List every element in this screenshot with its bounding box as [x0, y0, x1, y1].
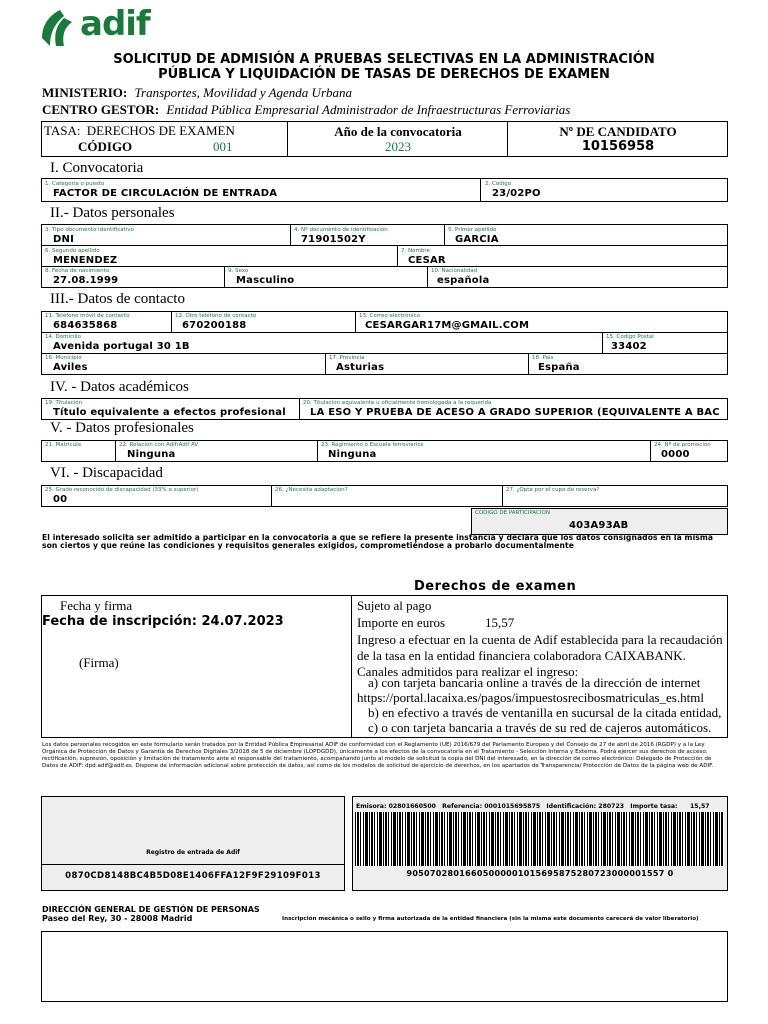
- f6-label: 6. Segundo apellido: [45, 248, 100, 254]
- f4-value: 71901502Y: [301, 234, 366, 245]
- fecha-inscripcion: Fecha de inscripción: 24.07.2023: [42, 614, 284, 629]
- codigo-value: 001: [213, 139, 233, 154]
- ministerio-label: MINISTERIO:: [42, 85, 128, 100]
- contacto-vline-2: [355, 311, 356, 332]
- personales-box: [41, 224, 728, 288]
- f3-value: DNI: [53, 234, 74, 245]
- section-datos-personales: II.- Datos personales: [50, 205, 175, 221]
- f23-label: 23. Regimiento o Escuela ferroviarios: [321, 442, 424, 448]
- f24-label: 24. Nº de promoción: [654, 442, 711, 448]
- f24-value: 0000: [661, 449, 690, 460]
- convocatoria-divider: [480, 178, 481, 202]
- direccion-line2: Paseo del Rey, 30 - 28008 Madrid: [42, 914, 193, 923]
- referencia-value: 0001015695875: [484, 803, 541, 810]
- f27-label: 27. ¿Opta por el cupo de reserva?: [506, 487, 600, 493]
- option-c: c) o con tarjeta bancaria a través de su red de cajeros automáticos.: [368, 720, 712, 735]
- f16-label: 16. Municipio: [45, 355, 82, 361]
- tasa-label: [44, 123, 235, 139]
- personales-vline-2: [444, 224, 445, 245]
- registro-label: Registro de entrada de Adif: [146, 849, 240, 856]
- section-datos-profesionales: V. - Datos profesionales: [50, 420, 194, 436]
- derechos-title: Derechos de examen: [414, 579, 577, 594]
- f10-label: 10. Nacionalidad: [431, 268, 478, 274]
- importe-value: 15,57: [485, 615, 515, 630]
- inscripcion-note: Inscripción mecánica o sello y firma autorizada de la entidad financiera (sin la misma este documento carecerá de valor liberatorio): [282, 916, 699, 922]
- profesionales-vline-3: [650, 440, 651, 462]
- stamp-box: [41, 931, 728, 1002]
- f19-label: 19. Titulación: [45, 400, 83, 406]
- centro-value: Entidad Pública Empresarial Administrador de Infraestructuras Ferroviarias: [166, 102, 571, 117]
- f2-label: 2. Código: [485, 181, 512, 187]
- option-a: a) con tarjeta bancaria online a través de la dirección de internet: [368, 675, 701, 690]
- f15-label: 15. Código Postal: [606, 334, 654, 340]
- tasa-label-text: TASA:: [44, 123, 81, 138]
- f5-label: 5. Primer apellido: [448, 227, 497, 233]
- f18-value: España: [538, 362, 580, 373]
- contacto-hline-1: [41, 332, 728, 333]
- f7-value: CESAR: [408, 255, 446, 266]
- f19-value: Título equivalente a efectos profesional: [53, 407, 286, 418]
- declaration-text: El interesado solicita ser admitido a participar en la convocatoria a que se refiere la presente instancia y declara que los datos consignados en la misma son ciertos y que reúne las condiciones y requisitos generales exigidos, comprometiéndose a probarlo documentalmente: [42, 533, 714, 550]
- emisora-value: 02801660500: [388, 803, 436, 810]
- f8-label: 8. Fecha de nacimiento: [45, 268, 110, 274]
- ingreso-text: Ingreso a efectuar en la cuenta de Adif establecida para la recaudación de la tasa en la entidad financiera colaboradora CAIXABANK. Canales admitidos para realizar el ingreso:: [357, 632, 723, 679]
- firma-label: (Firma): [79, 655, 119, 670]
- contacto-hline-2: [41, 353, 728, 354]
- f5-value: GARCIA: [455, 234, 499, 245]
- fecha-firma-label: Fecha y firma: [60, 598, 133, 613]
- f1-value: FACTOR DE CIRCULACIÓN DE ENTRADA: [53, 188, 278, 199]
- contacto-vline-5: [528, 353, 529, 375]
- f25-value: 00: [53, 494, 68, 505]
- f21-label: 21. Matrícula: [45, 442, 81, 448]
- contacto-vline-4: [325, 353, 326, 375]
- discapacidad-vline-1: [271, 485, 272, 507]
- f9-label: 9. Sexo: [228, 268, 249, 274]
- personales-vline-5: [427, 266, 428, 288]
- f3-label: 3. Tipo documento identificativo: [45, 227, 134, 233]
- form-title-line1: SOLICITUD DE ADMISIÓN A PRUEBAS SELECTIVAS EN LA ADMINISTRACIÓN: [113, 52, 655, 67]
- f17-label: 17. Provincia: [329, 355, 365, 361]
- importe-tasa-value: 15,57: [690, 803, 710, 810]
- payment-info-row: [356, 803, 726, 810]
- profesionales-vline-2: [317, 440, 318, 462]
- f12-value: 670200188: [182, 320, 247, 331]
- f20-value: LA ESO Y PRUEBA DE ACESO A GRADO SUPERIOR (EQUIVALENTE A BAC: [310, 407, 720, 418]
- discapacidad-vline-2: [502, 485, 503, 507]
- f23-value: Ninguna: [328, 449, 377, 460]
- form-title-line2: PÚBLICA Y LIQUIDACIÓN DE TASAS DE DERECHOS DE EXAMEN: [158, 67, 610, 82]
- f6-value: MENENDEZ: [53, 255, 118, 266]
- codigo-label: CÓDIGO: [78, 139, 133, 154]
- f13-label: 13. Correo electrónico: [359, 313, 420, 319]
- identificacion-label: Identificación:: [546, 803, 597, 810]
- f16-value: Aviles: [53, 362, 88, 373]
- f2-value: 23/02PO: [492, 188, 541, 199]
- personales-hline-1: [41, 245, 728, 246]
- f11-label: 11. Teléfono móvil de contacto: [45, 313, 130, 319]
- adif-logo: [38, 4, 178, 50]
- barcode-number: 90507028016605000001015695875280723000001557 0: [406, 869, 674, 878]
- f10-value: española: [437, 275, 490, 286]
- form-title: [0, 52, 768, 82]
- importe-label: Importe en euros: [357, 615, 446, 630]
- referencia-label: Referencia:: [442, 803, 483, 810]
- f7-label: 7. Nombre: [401, 248, 430, 254]
- f20-label: 20. Titulación equivalente u oficialmente homologada a la requerida: [303, 400, 492, 406]
- f26-label: 26. ¿Necesita adaptación?: [275, 487, 348, 493]
- anio-label: Año de la convocatoria: [334, 124, 462, 139]
- direccion-line1: DIRECCIÓN GENERAL DE GESTIÓN DE PERSONAS: [42, 905, 260, 914]
- f8-value: 27.08.1999: [53, 275, 119, 286]
- personales-vline-1: [290, 224, 291, 245]
- f14-value: Avenida portugal 30 1B: [53, 341, 190, 352]
- section-datos-contacto: III.- Datos de contacto: [50, 291, 185, 307]
- contacto-vline-3: [602, 332, 603, 353]
- personales-hline-2: [41, 266, 728, 267]
- anio-value: 2023: [385, 139, 411, 154]
- f17-value: Asturias: [336, 362, 385, 373]
- centro-label: CENTRO GESTOR:: [42, 102, 160, 117]
- f22-label: 22. Relación con Adif/Adif AV: [119, 442, 199, 448]
- derechos-divider: [351, 595, 352, 738]
- identificacion-value: 280723: [598, 803, 625, 810]
- payment-url[interactable]: https://portal.lacaixa.es/pagos/impuestosrecibosmatriculas_es.html: [357, 690, 704, 705]
- f11-value: 684635868: [53, 320, 118, 331]
- personales-vline-3: [397, 245, 398, 266]
- importe-tasa-label: Importe tasa:: [630, 803, 678, 810]
- f25-label: 25. Grado reconocido de discapacidad (33% o superior): [45, 487, 199, 493]
- registro-divider: [41, 864, 345, 865]
- registro-code: 0870CD8148BC4B5D08E1406FFA12F9F29109F013: [65, 871, 321, 881]
- adif-logo-icon: [38, 8, 78, 48]
- participacion-value: 403A93AB: [569, 520, 629, 531]
- personales-vline-4: [224, 266, 225, 288]
- academicos-vline: [299, 398, 300, 420]
- f1-label: 1. Categoría o puesto: [45, 181, 105, 187]
- f9-value: Masculino: [236, 275, 295, 286]
- candidato-value: 10156958: [581, 139, 655, 154]
- payment-barcode: [355, 812, 724, 866]
- f15-value: 33402: [611, 341, 647, 352]
- emisora-label: Emisora:: [356, 803, 387, 810]
- f13-value: CESARGAR17M@GMAIL.COM: [365, 320, 530, 331]
- profesionales-vline-1: [115, 440, 116, 462]
- sujeto-pago: Sujeto al pago: [357, 598, 432, 613]
- section-discapacidad: VI. - Discapacidad: [50, 465, 163, 481]
- f14-label: 14. Domicilio: [45, 334, 81, 340]
- candidato-label: Nº DE CANDIDATO: [559, 124, 677, 139]
- centro-row: [42, 102, 570, 118]
- adif-logo-text: adif: [80, 4, 150, 44]
- section-convocatoria: I. Convocatoria: [50, 160, 144, 176]
- f12-label: 12. Otro teléfono de contacto: [175, 313, 257, 319]
- tasa-value: DERECHOS DE EXAMEN: [86, 123, 235, 138]
- f4-label: 4. Nº documento de identificación: [294, 227, 388, 233]
- ministerio-row: [42, 85, 352, 101]
- ministerio-value: Transportes, Movilidad y Agenda Urbana: [134, 85, 353, 100]
- option-b: b) en efectivo a través de ventanilla en sucursal de la citada entidad,: [368, 705, 722, 720]
- privacy-notice: Los datos personales recogidos en este formulario serán tratados por la Entidad Pública Empresarial ADIF de conformidad con el Reglamento (UE) 2016/679 del Parlamento Europeo y del Consejo de 27 de abril de 2016 (RGDP) y a la Ley Orgánica de Protección de Datos y Garantía de Derechos Digitales 3/2018 de 5 de diciembre (LOPDGDD), únicamente a los efectos de la convocatoria en el Tratamiento - Selección Interna y Externa. Podrá ejercer sus derechos de acceso, rectificación, supresión, oposición y limitación de tratamiento ante el responsable del tratamiento, acompañando junto al modelo de solicitud la copia del DNI del interesado, en la dirección de correo electrónico: Delegado de Protección de Datos de ADIF: dpd.adif@adif.es. Dispone de información adicional sobre protección de datos, así como de los modelos de solicitud de ejercicio de derechos, en los apartados de Transparencia/ Protección de Datos de la página web de ADIF.: [42, 742, 714, 769]
- participacion-label: CODIGO DE PARTICIPACION: [475, 510, 550, 516]
- contacto-vline-1: [171, 311, 172, 332]
- section-datos-academicos: IV. - Datos académicos: [50, 379, 189, 395]
- f22-value: Ninguna: [127, 449, 176, 460]
- f18-label: 18. País: [532, 355, 554, 361]
